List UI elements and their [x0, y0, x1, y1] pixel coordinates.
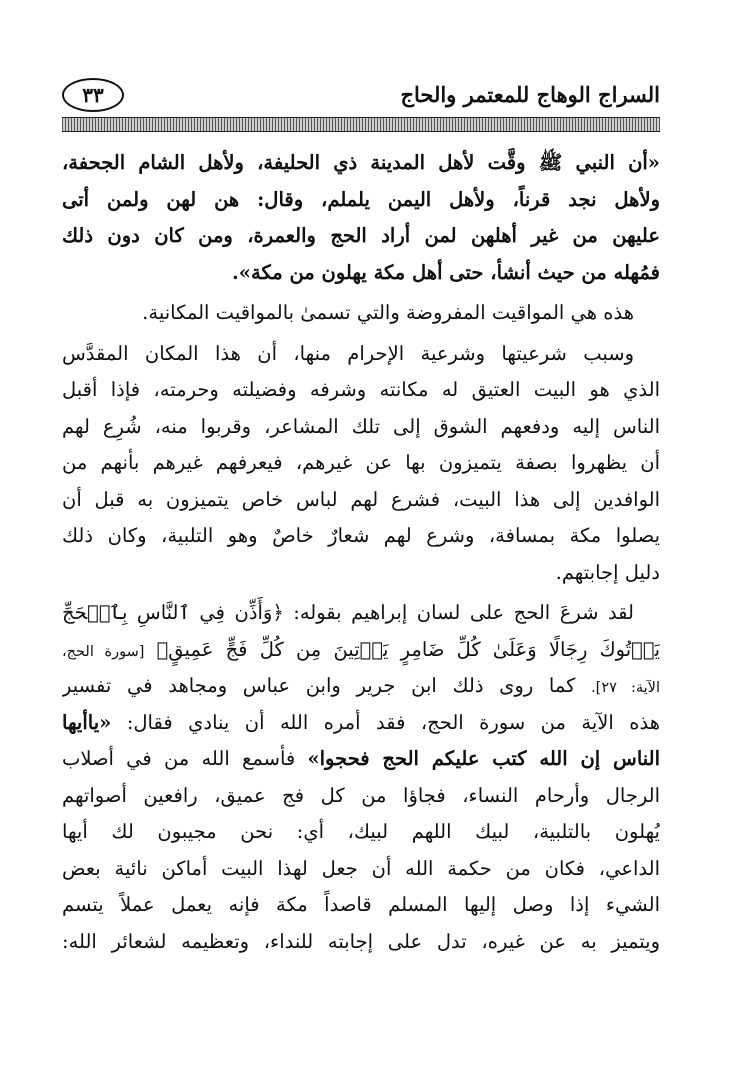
text-line: الذي هو البيت العتيق له مكانته وشرفه وفضيلته وحرمته، فإذا أقبل [62, 378, 660, 401]
header-rule [62, 117, 660, 132]
text-segment: هذه الآية من سورة الحج، فقد أمره الله أن ينادي فقال: [126, 710, 660, 734]
text-line: هذه هي المواقيت المفروضة والتي تسمىٰ بالمواقيت المكانية. [142, 301, 634, 324]
text-line: الشيء إذا وصل إليها المسلم قاصداً مكة فإنه يعمل عملاً يتسم [62, 893, 660, 916]
text-line [62, 705, 660, 742]
verse-citation: الآية: ٢٧]. [591, 680, 660, 696]
text-line [62, 632, 660, 669]
text-line: يصلوا مكة بمسافة، وشرع لهم شعارٌ خاصٌ وهو التلبية، وكان ذلك [62, 524, 660, 547]
text-line: دليل إجابتهم. [555, 560, 660, 584]
text-line: ولأهل نجد قرناً، ولأهل اليمن يلملم، وقال: هن لهن ولمن أتى [62, 187, 660, 211]
verse-citation: [سورة الحج، [62, 643, 145, 660]
text-line: وسبب شرعيتها وشرعية الإحرام منها، أن هذا المكان المقدَّس [62, 341, 634, 365]
text-line: الوافدين إلى هذا البيت، فشرع لهم لباس خاص يتميزون به قبل أن [62, 487, 660, 511]
text-line: الداعي، فكان من حكمة الله أن جعل لهذا البيت أماكن نائية بعض [62, 856, 660, 880]
body-text [62, 145, 660, 960]
text-line: يُهلون بالتلبية، لبيك اللهم لبيك، أي: نحن مجيبون لك أيها [62, 820, 660, 843]
text-segment: فأسمع الله من في أصلاب [62, 747, 296, 770]
quran-verse: يَأۡتُوكَ رِجَالًا وَعَلَىٰ كُلِّ ضَامِرٍ يَأۡتِينَ مِن كُلِّ فَجٍّ عَمِيقٍ﴾ [156, 637, 660, 661]
text-segment: كما روى ذلك ابن جرير وابن عباس ومجاهد في تفسير [62, 674, 576, 697]
text-line: عليهن من غير أهلهن لمن أراد الحج والعمرة، ومن كان دون ذلك [62, 224, 660, 247]
text-line: ويتميز به عن غيره، تدل على إجابته للنداء، وتعظيمه لشعائر الله: [62, 929, 660, 953]
hadith-quote: «ياأيها [62, 710, 112, 734]
text-line [62, 741, 660, 778]
running-title: السراج الوهاج للمعتمر والحاج [400, 82, 660, 107]
text-line [62, 668, 660, 705]
hadith-quote: الناس إن الله كتب عليكم الحج فحجوا» [307, 747, 660, 770]
text-line: لقد شرعَ الحج على لسان إبراهيم بقوله: ﴿وَأَذِّن فِي ٱلنَّاسِ بِٱلۡحَجِّ [62, 601, 634, 624]
text-line: الناس إليه ودفعهم الشوق إلى تلك المشاعر، وقربوا منه، شُرِع لهم [62, 414, 660, 438]
text-line: الرجال وأرحام النساء، فجاؤا من كل فج عميق، رافعين أصواتهم [62, 783, 660, 807]
text-line: أن يظهروا بصفة يتميزون بها عن غيرهم، فيعرفهم غيرهم بأنهم من [62, 451, 660, 474]
text-line: فمُهله من حيث أنشأ، حتى أهل مكة يهلون من مكة». [232, 260, 660, 284]
text-line: «أن النبي ﷺ وقَّت لأهل المدينة ذي الحليفة، ولأهل الشام الجحفة، [62, 151, 660, 174]
page-header [62, 72, 660, 112]
page-number: ٣٣ [62, 78, 124, 112]
